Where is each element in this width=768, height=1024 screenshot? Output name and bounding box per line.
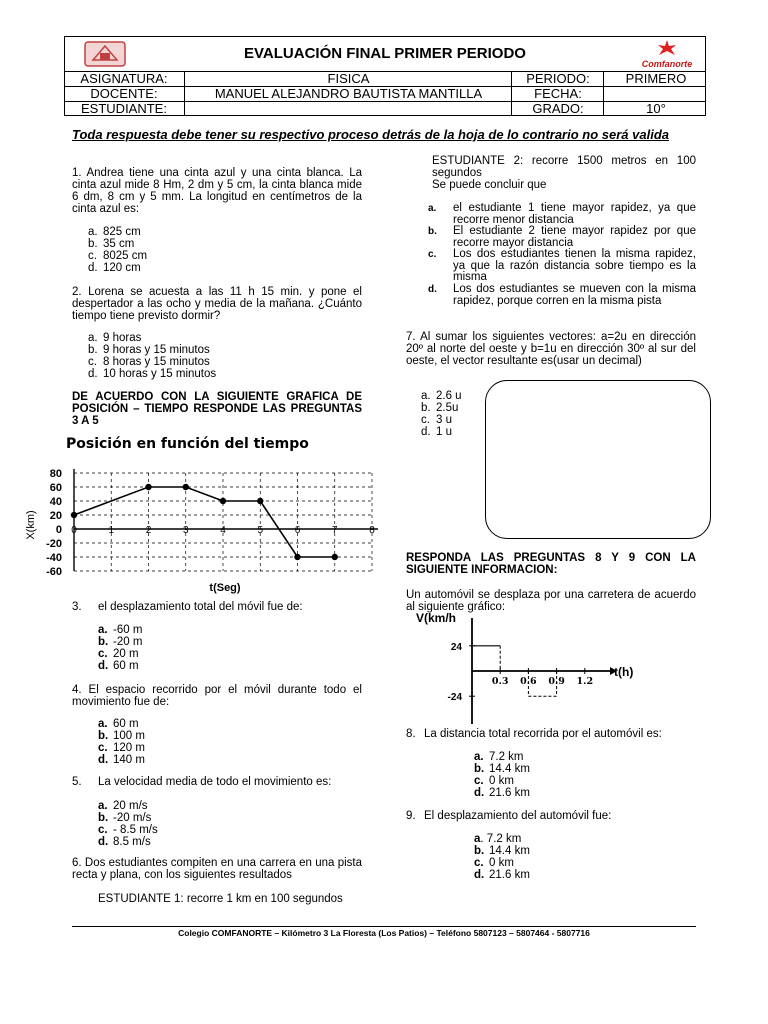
- school-logo: [83, 40, 127, 68]
- q89-intro: RESPONDA LAS PREGUNTAS 8 Y 9 CON LA SIGUIENTE INFORMACION:: [406, 552, 696, 576]
- graph-intro: DE ACUERDO CON LA SIGUIENTE GRAFICA DE POSICIÓN – TIEMPO RESPONDE LAS PREGUNTAS 3 A 5: [72, 391, 362, 427]
- q6-conclude: Se puede concluir que: [432, 179, 547, 191]
- date-value: [603, 87, 708, 101]
- q5-option-a: a. 20 m/s: [98, 800, 148, 812]
- q8-option-d: d. 21.6 km: [474, 787, 530, 799]
- grade-value: 10°: [603, 102, 708, 116]
- q7-option-d: d. 1 u: [421, 426, 452, 438]
- q2-text: 2. Lorena se acuesta a las 11 h 15 min. y pone el despertador a las ocho y media de la mañana. ¿Cuánto tiempo tiene previsto dormir?: [72, 286, 362, 322]
- chart1-ytick-label: -20: [46, 538, 62, 550]
- chart1-data-point: [145, 484, 151, 490]
- q1-option-c: c. 8025 cm: [88, 250, 148, 262]
- chart2-xtick-label: 0.6: [520, 676, 537, 687]
- chart1-data-point: [294, 554, 300, 560]
- q3-option-a: a. -60 m: [98, 624, 143, 636]
- chart1-ytick-label: -60: [46, 566, 62, 578]
- chart2-ytick-label: -24: [447, 692, 462, 704]
- chart2-ytick-label: 24: [450, 641, 462, 653]
- chart1-data-point: [183, 484, 189, 490]
- q8-option-a: a. 7.2 km: [474, 751, 524, 763]
- q4-option-d: d. 140 m: [98, 754, 145, 766]
- chart2-xlabel: t(h): [614, 665, 634, 679]
- q3-option-c: c. 20 m: [98, 648, 139, 660]
- teacher-label: DOCENTE:: [90, 87, 158, 101]
- q7-option-c: c. 3 u: [421, 414, 452, 426]
- grade-label: GRADO:: [511, 102, 604, 116]
- footer-rule: [72, 926, 696, 927]
- q4-text: 4. El espacio recorrido por el móvil durante todo el movimiento fue de:: [72, 684, 362, 708]
- chart1-data-point: [220, 498, 226, 504]
- chart1-xtick-label: 6: [294, 525, 301, 536]
- q3-text: el desplazamiento total del móvil fue de:: [98, 601, 303, 613]
- period-value: PRIMERO: [603, 72, 708, 86]
- teacher-value: MANUEL ALEJANDRO BAUTISTA MANTILLA: [184, 87, 512, 101]
- q1-option-b: b. 35 cm: [88, 238, 135, 250]
- q6-option-d: d. Los dos estudiantes se mueven con la misma rapidez, porque corren en la misma pista: [428, 283, 696, 307]
- chart1-xtick-label: 0: [71, 525, 77, 536]
- chart1-ytick-label: 20: [49, 510, 62, 522]
- instruction-text: Toda respuesta debe tener su respectivo proceso detrás de la hoja de lo contrario no será valida: [72, 127, 669, 142]
- chart1-data-point: [257, 498, 263, 504]
- q9-num: 9.: [406, 810, 416, 822]
- q1-option-d: d. 120 cm: [88, 262, 141, 274]
- q9-option-b: b. 14.4 km: [474, 845, 530, 857]
- header-row-2: [65, 86, 705, 101]
- q9-text: El desplazamiento del automóvil fue:: [424, 810, 612, 822]
- q8-option-c: c. 0 km: [474, 775, 514, 787]
- q6-student2: ESTUDIANTE 2: recorre 1500 metros en 100 segundos: [432, 155, 696, 179]
- q5-option-d: d. 8.5 m/s: [98, 836, 151, 848]
- q6-student1: ESTUDIANTE 1: recorre 1 km en 100 segundos: [98, 893, 343, 905]
- header-table: [64, 36, 706, 116]
- q3-num: 3.: [72, 601, 82, 613]
- chart1-ytick-label: 80: [49, 468, 62, 480]
- chart1-ylabel: X(km): [25, 510, 37, 540]
- chart2-xtick-label: 1.2: [576, 676, 594, 687]
- q3-option-d: d. 60 m: [98, 660, 139, 672]
- chart1-ytick-label: 60: [49, 482, 62, 494]
- chart2-xtick-label: 0.9: [548, 676, 565, 687]
- q8-text: La distancia total recorrida por el automóvil es:: [424, 728, 662, 740]
- chart1-series-line: [74, 487, 335, 557]
- chart1-xlabel: t(Seg): [209, 582, 241, 594]
- q5-option-c: c. - 8.5 m/s: [98, 824, 158, 836]
- q3-option-b: b. -20 m: [98, 636, 143, 648]
- chart1-xtick-label: 4: [220, 525, 226, 536]
- chart1-data-point: [71, 512, 77, 518]
- q7-option-b: b. 2.5u: [421, 402, 459, 414]
- chart2-ylabel: V(km/h: [416, 611, 457, 625]
- q6-option-b: b. El estudiante 2 tiene mayor rapidez por que recorre mayor distancia: [428, 225, 696, 249]
- chart2-xtick-label: 0.3: [491, 676, 509, 687]
- chart1-xtick-label: 7: [331, 525, 338, 536]
- subject-label: ASIGNATURA:: [80, 72, 168, 86]
- q2-option-b: b. 9 horas y 15 minutos: [88, 344, 210, 356]
- q9-option-a: a. 7.2 km: [474, 833, 522, 845]
- chart1-data-point: [332, 554, 338, 560]
- q7-option-a: a. 2.6 u: [421, 390, 462, 402]
- position-time-chart: [20, 430, 380, 600]
- q6-text: 6. Dos estudiantes compiten en una carrera en una pista recta y plana, con los siguientes resultados: [72, 857, 362, 881]
- car-text: Un automóvil se desplaza por una carretera de acuerdo al siguiente gráfico:: [406, 589, 696, 613]
- subject-value: FISICA: [184, 72, 512, 86]
- period-label: PERIODO:: [511, 72, 604, 86]
- chart1-xtick-label: 8: [369, 525, 375, 536]
- chart1-title: Posición en función del tiempo: [66, 436, 309, 452]
- chart1-ytick-label: 40: [49, 496, 62, 508]
- comfanorte-logo: Comfanorte: [637, 39, 697, 69]
- q5-option-b: b. -20 m/s: [98, 812, 152, 824]
- q9-option-d: d. 21.6 km: [474, 869, 530, 881]
- q5-num: 5.: [72, 776, 82, 788]
- q4-option-a: a. 60 m: [98, 718, 139, 730]
- q8-num: 8.: [406, 728, 416, 740]
- q2-option-c: c. 8 horas y 15 minutos: [88, 356, 210, 368]
- date-label: FECHA:: [511, 87, 604, 101]
- q2-option-d: d. 10 horas y 15 minutos: [88, 368, 217, 380]
- student-label: ESTUDIANTE:: [81, 102, 167, 116]
- chart1-xtick-label: 3: [182, 525, 189, 536]
- chart1-xtick-label: 2: [145, 525, 152, 536]
- footer-text: Colegio COMFANORTE – Kilómetro 3 La Floresta (Los Patios) – Teléfono 5807123 – 5807464 - 5807716: [178, 928, 590, 938]
- q1-option-a: a. 825 cm: [88, 226, 141, 238]
- answer-box[interactable]: [485, 380, 711, 539]
- chart1-xtick-label: 1: [108, 525, 115, 536]
- q5-text: La velocidad media de todo el movimiento es:: [98, 776, 332, 788]
- q7-text: 7. Al sumar los siguientes vectores: a=2u en dirección 20º al norte del oeste y b=1u en dirección 30º al sur del oeste, el vector resultante es(usar un decimal): [406, 331, 696, 367]
- q9-option-c: c. 0 km: [474, 857, 514, 869]
- q6-option-a: a. el estudiante 1 tiene mayor rapidez, ya que recorre menor distancia: [428, 202, 696, 226]
- header-row-1: [65, 71, 705, 86]
- q4-option-b: b. 100 m: [98, 730, 145, 742]
- student-value: [184, 102, 512, 116]
- chart1-ytick-label: 0: [55, 524, 62, 536]
- q6-option-c: c. Los dos estudiantes tienen la misma rapidez, ya que la razón distancia sobre tiempo es la misma: [428, 248, 696, 283]
- chart1-ytick-label: -40: [46, 552, 62, 564]
- exam-title: EVALUACIÓN FINAL PRIMER PERIODO: [244, 45, 526, 62]
- q4-option-c: c. 120 m: [98, 742, 145, 754]
- chart1-xtick-label: 5: [257, 525, 264, 536]
- header-row-3: [65, 101, 705, 116]
- q2-option-a: a. 9 horas: [88, 332, 142, 344]
- q1-text: 1. Andrea tiene una cinta azul y una cinta blanca. La cinta azul mide 8 Hm, 2 dm y 5 cm, la cinta blanca mide 6 dm, 8 cm y 5 mm. La longitud en centímetros de la cinta azul es:: [72, 167, 362, 215]
- q8-option-b: b. 14.4 km: [474, 763, 530, 775]
- velocity-time-chart: [412, 608, 682, 726]
